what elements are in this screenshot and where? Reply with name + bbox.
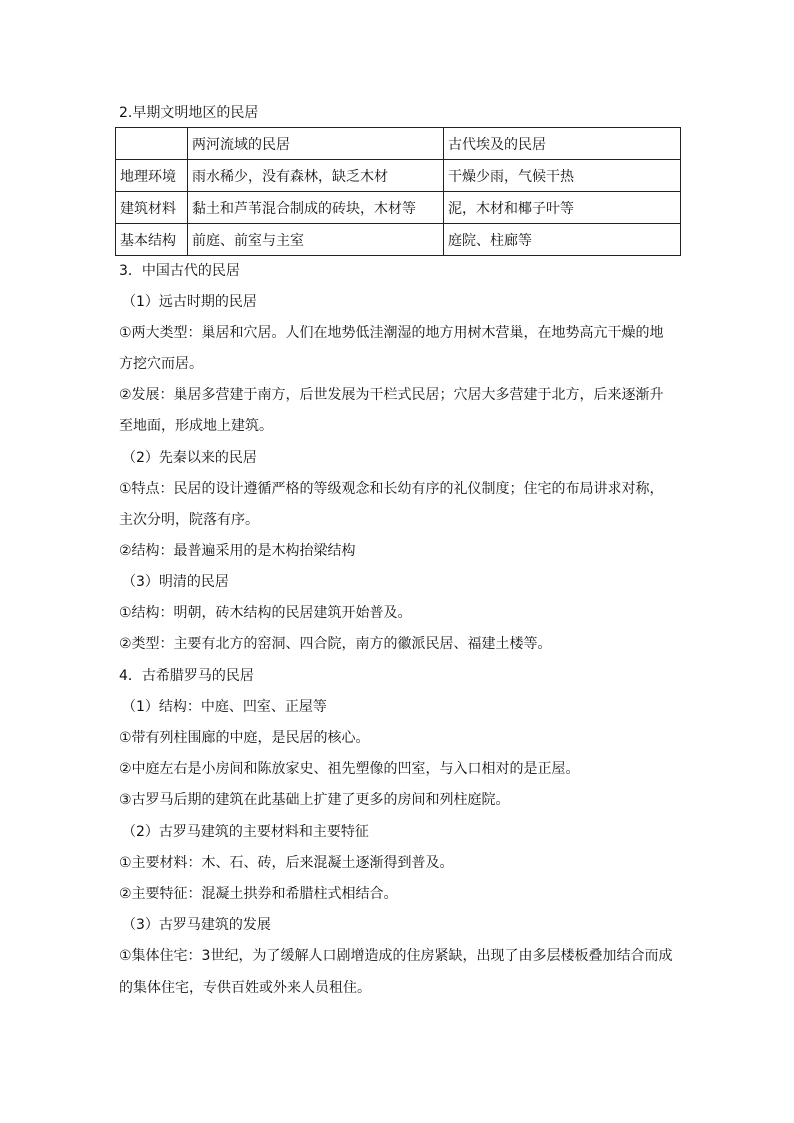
table-header-row bbox=[116, 128, 681, 160]
section-3-heading: 3．中国古代的民居 bbox=[119, 263, 240, 279]
paragraph-line: ①两大类型：巢居和穴居。人们在地势低洼潮湿的地方用树木营巢，在地势高亢干燥的地 bbox=[119, 325, 664, 341]
paragraph-line: 至地面，形成地上建筑。 bbox=[119, 418, 273, 434]
table-row bbox=[116, 192, 681, 224]
table-cell: 庭院、柱廊等 bbox=[444, 224, 681, 256]
paragraph-line: 的集体住宅，专供百姓或外来人员租住。 bbox=[119, 980, 371, 996]
paragraph-line: ②结构：最普遍采用的是木构抬梁结构 bbox=[119, 543, 356, 559]
subheading: （1）结构：中庭、凹室、正屋等 bbox=[122, 699, 327, 715]
table-cell: 建筑材料 bbox=[116, 192, 188, 224]
table-cell: 基本结构 bbox=[116, 224, 188, 256]
table-cell bbox=[116, 128, 188, 160]
section-4-heading: 4．古希腊罗马的民居 bbox=[119, 668, 254, 684]
subheading: （2）先秦以来的民居 bbox=[122, 450, 257, 466]
subheading: （3）古罗马建筑的发展 bbox=[122, 917, 271, 933]
paragraph-line: ②发展：巢居多营建于南方，后世发展为干栏式民居；穴居大多营建于北方，后来逐渐升 bbox=[119, 387, 664, 403]
paragraph-line: ①特点：民居的设计遵循严格的等级观念和长幼有序的礼仪制度；住宅的布局讲求对称， bbox=[119, 481, 664, 497]
subheading: （3）明清的民居 bbox=[122, 574, 229, 590]
paragraph-line: 方挖穴而居。 bbox=[119, 356, 203, 372]
table-cell: 古代埃及的民居 bbox=[444, 128, 681, 160]
subheading: （1）远古时期的民居 bbox=[122, 294, 257, 310]
table-cell: 两河流域的民居 bbox=[188, 128, 444, 160]
table-row bbox=[116, 224, 681, 256]
paragraph-line: ②类型：主要有北方的窑洞、四合院，南方的徽派民居、福建土楼等。 bbox=[119, 636, 552, 652]
dwellings-comparison-table bbox=[115, 127, 681, 256]
table-cell: 泥，木材和椰子叶等 bbox=[444, 192, 681, 224]
table-cell: 雨水稀少，没有森林，缺乏木材 bbox=[188, 160, 444, 192]
paragraph-line: 主次分明，院落有序。 bbox=[119, 512, 259, 528]
table-row bbox=[116, 160, 681, 192]
table-cell: 黏土和芦苇混合制成的砖块，木材等 bbox=[188, 192, 444, 224]
table-cell: 前庭、前室与主室 bbox=[188, 224, 444, 256]
subheading: （2）古罗马建筑的主要材料和主要特征 bbox=[122, 824, 369, 840]
table-cell: 干燥少雨，气候干热 bbox=[444, 160, 681, 192]
paragraph-line: ③古罗马后期的建筑在此基础上扩建了更多的房间和列柱庭院。 bbox=[119, 792, 510, 808]
table-cell: 地理环境 bbox=[116, 160, 188, 192]
paragraph-line: ②中庭左右是小房间和陈放家史、祖先塑像的凹室，与入口相对的是正屋。 bbox=[119, 761, 580, 777]
section-2-heading: 2.早期文明地区的民居 bbox=[119, 105, 259, 121]
paragraph-line: ①带有列柱围廊的中庭，是民居的核心。 bbox=[119, 730, 370, 746]
paragraph-line: ①集体住宅：3世纪，为了缓解人口剧增造成的住房紧缺，出现了由多层楼板叠加结合而成 bbox=[119, 948, 673, 964]
paragraph-line: ①主要材料：木、石、砖，后来混凝土逐渐得到普及。 bbox=[119, 855, 454, 871]
paragraph-line: ①结构：明朝，砖木结构的民居建筑开始普及。 bbox=[119, 605, 412, 621]
paragraph-line: ②主要特征：混凝土拱券和希腊柱式相结合。 bbox=[119, 886, 398, 902]
